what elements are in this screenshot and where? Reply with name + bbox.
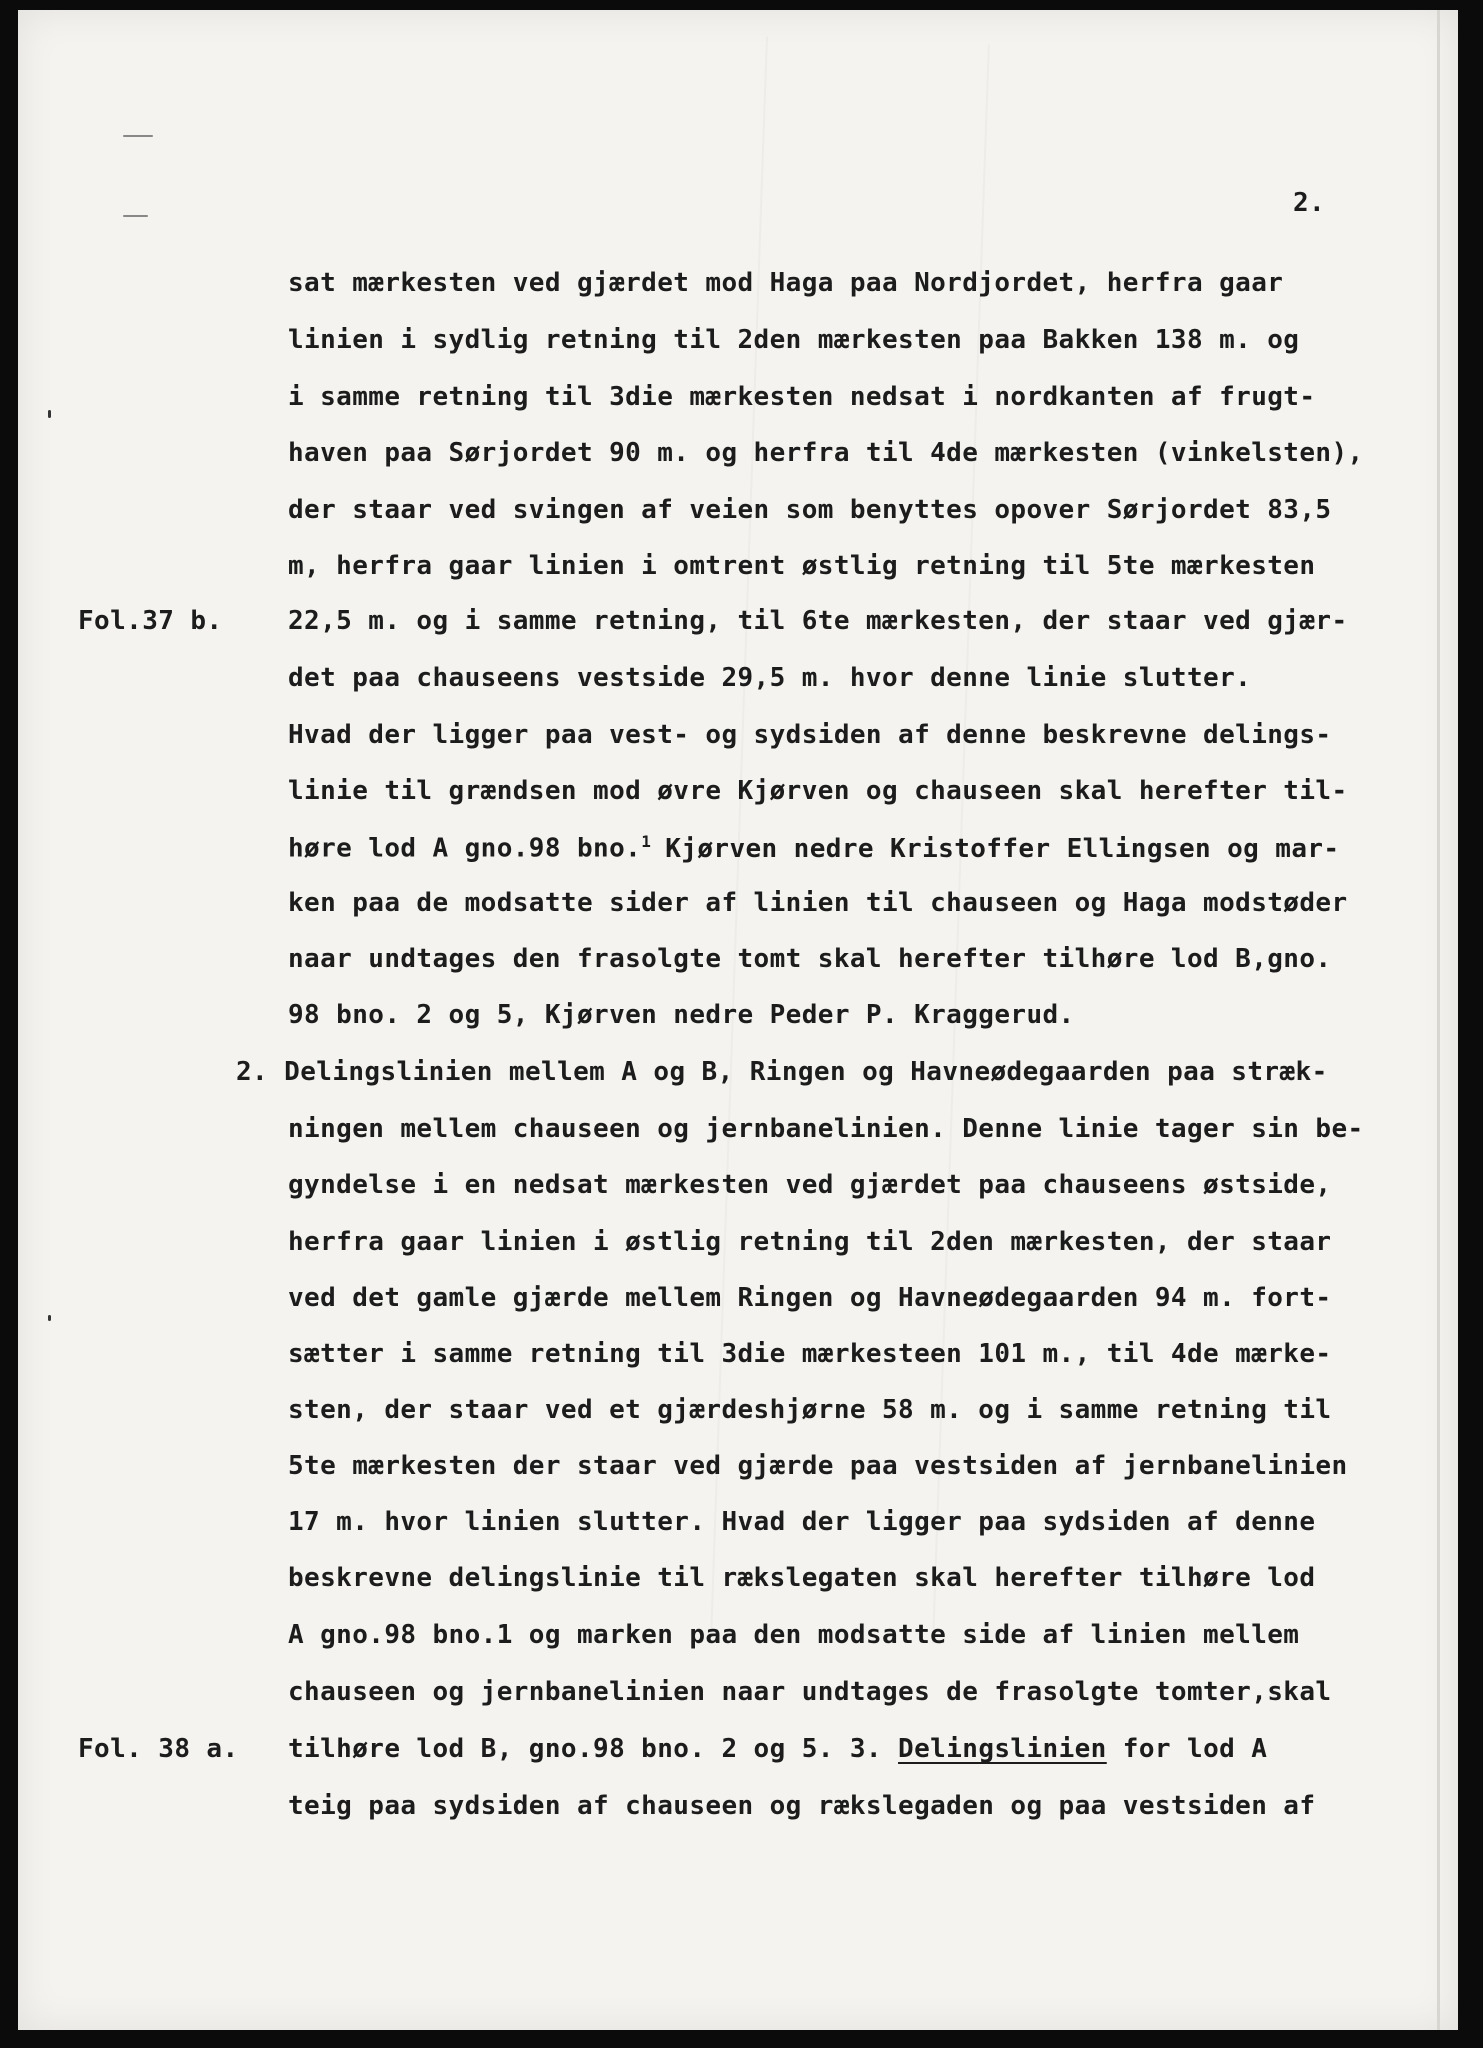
text-line: linie til grændsen mod øvre Kjørven og chauseen skal herefter til- [288,776,1348,806]
text-segment: tilhøre lod B, gno.98 bno. 2 og 5. 3. [288,1734,882,1764]
text-line: der staar ved svingen af veien som benyttes opover Sørjordet 83,5 [288,495,1332,525]
margin-note-fol-37b: Fol.37 b. [78,606,223,636]
text-segment: Kjørven nedre Kristoffer Ellingsen og mar- [665,833,1340,864]
text-line: 5te mærkesten der staar ved gjærde paa vestsiden af jernbanelinien [288,1451,1348,1481]
document-page [18,10,1458,2030]
margin-speck [123,135,153,137]
text-line: chauseen og jernbanelinien naar undtages de frasolgte tomter,skal [288,1677,1332,1707]
margin-speck [48,1315,51,1321]
text-line: 98 bno. 2 og 5, Kjørven nedre Peder P. Kraggerud. [288,1000,1075,1030]
text-line: ningen mellem chauseen og jernbanelinien. Denne linie tager sin be- [288,1114,1364,1144]
text-line: 17 m. hvor linien slutter. Hvad der ligger paa sydsiden af denne [288,1507,1316,1537]
text-line: A gno.98 bno.1 og marken paa den modsatte side af linien mellem [288,1620,1300,1650]
text-line: det paa chauseens vestside 29,5 m. hvor denne linie slutter. [288,663,1252,693]
text-line: 2. Delingslinien mellem A og B, Ringen og Havneødegaarden paa stræk- [236,1057,1328,1087]
text-line: sat mærkesten ved gjærdet mod Haga paa Nordjordet, herfra gaar [288,268,1284,298]
text-segment: for lod A [1106,1734,1268,1764]
text-line: ved det gamle gjærde mellem Ringen og Havneødegaarden 94 m. fort- [288,1283,1332,1313]
margin-speck [123,215,148,217]
text-line: herfra gaar linien i østlig retning til 2den mærkesten, der staar [288,1227,1332,1257]
text-line: Hvad der ligger paa vest- og sydsiden af denne beskrevne delings- [288,720,1332,750]
text-line [288,1734,1267,1764]
superscript-number: 1 [641,832,652,851]
page-edge-line [1437,10,1440,2030]
page-number: 2. [1293,188,1326,218]
text-line [288,832,1339,864]
text-line: ken paa de modsatte sider af linien til chauseen og Haga modstøder [288,888,1348,918]
text-line: sætter i samme retning til 3die mærkesteen 101 m., til 4de mærke- [288,1339,1332,1369]
text-line: gyndelse i en nedsat mærkesten ved gjærdet paa chauseens østside, [288,1170,1332,1200]
text-line: sten, der staar ved et gjærdeshjørne 58 m. og i samme retning til [288,1395,1332,1425]
margin-speck [48,410,51,418]
text-line: naar undtages den frasolgte tomt skal herefter tilhøre lod B,gno. [288,944,1332,974]
margin-note-fol-38a: Fol. 38 a. [78,1734,239,1764]
text-line: haven paa Sørjordet 90 m. og herfra til 4de mærkesten (vinkelsten), [288,438,1364,468]
text-line: beskrevne delingslinie til rækslegaten skal herefter tilhøre lod [288,1563,1316,1593]
text-line: linien i sydlig retning til 2den mærkesten paa Bakken 138 m. og [288,325,1300,355]
text-line: m, herfra gaar linien i omtrent østlig retning til 5te mærkesten [288,551,1316,581]
underlined-heading: Delingslinien [898,1734,1107,1764]
text-line: 22,5 m. og i samme retning, til 6te mærkesten, der staar ved gjær- [288,606,1348,636]
text-segment: høre lod A gno.98 bno. [288,833,642,864]
text-line: teig paa sydsiden af chauseen og rækslegaden og paa vestsiden af [288,1791,1316,1821]
text-line: i samme retning til 3die mærkesten nedsat i nordkanten af frugt- [288,382,1316,412]
